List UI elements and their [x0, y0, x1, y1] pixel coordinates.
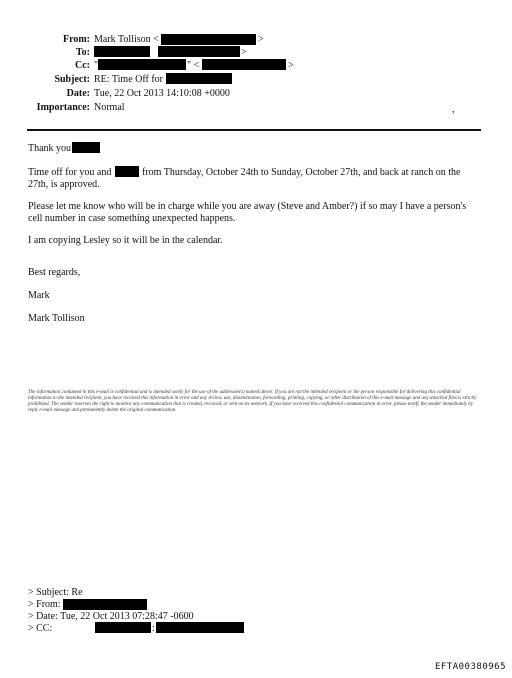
- stray-mark: ,: [452, 104, 455, 115]
- date-value: Tue, 22 Oct 2013 14:10:08 +0000: [94, 88, 230, 99]
- from-value: Mark Tollison <: [94, 34, 159, 45]
- cc-close: >: [288, 60, 294, 71]
- redaction-from-email: [161, 34, 256, 45]
- quoted-date: > Date: Tue, 22 Oct 2013 07:28:47 -0600: [28, 611, 194, 622]
- redaction-to-name: [94, 46, 150, 57]
- importance-value: Normal: [94, 102, 125, 113]
- quoted-cc: > CC:: [28, 623, 53, 634]
- cc-open-quote: ": [94, 60, 99, 71]
- quoted-cc-colon: :: [152, 623, 155, 634]
- paragraph-2: Please let me know who will be in charge while you are away (Steve and Amber?) if so may I have a person's cell number in case something unexpected happens.: [28, 201, 467, 224]
- signature-first: Mark: [28, 290, 50, 301]
- to-label: To:: [75, 47, 90, 58]
- redaction-paragraph-name: [115, 166, 139, 177]
- redaction-quoted-cc-name: [95, 622, 151, 633]
- paragraph-1-end: 27th, is approved.: [28, 179, 100, 190]
- redaction-quoted-cc-email: [156, 622, 244, 633]
- cc-label: Cc:: [75, 60, 90, 71]
- to-close: >: [241, 47, 247, 58]
- paragraph-3: I am copying Lesley so it will be in the calendar.: [28, 235, 223, 246]
- quoted-from: > From:: [28, 599, 61, 610]
- paragraph-1-middle: from Thursday, October 24th to Sunday, October 27th, and back at ranch on the: [142, 167, 461, 178]
- from-label: From:: [62, 34, 90, 45]
- signature-full: Mark Tollison: [28, 313, 85, 324]
- cc-mid: " <: [187, 60, 200, 71]
- redaction-to-email: [158, 46, 240, 57]
- redaction-greeting-name: [72, 142, 100, 153]
- redaction-subject: [166, 73, 232, 84]
- confidentiality-disclaimer: The information contained in this e-mail is confidential and is intended solely for the use of the addressee(s) named above. If you are not the intended recipient or the person responsible for delivering this confidential information to the intended recipient, you have received this information in error and any review, use, dissemination, forwarding, printing, copying, or other distribution of this e-mail message and any attached files is strictly prohibited. The sender reserves the right to monitor any communication that is created, received, or sent on its network. If you have received this confidential communication in error, please notify the sender immediately by reply e-mail message and permanently delete the original communication.: [28, 390, 477, 413]
- redaction-quoted-from: [63, 599, 147, 610]
- date-label: Date:: [66, 88, 90, 99]
- greeting: Thank you: [28, 143, 72, 154]
- header-divider: [27, 129, 481, 131]
- subject-label: Subject:: [54, 74, 90, 85]
- paragraph-1-start: Time off for you and: [28, 167, 112, 178]
- importance-label: Importance:: [36, 102, 90, 113]
- quoted-subject: > Subject: Re: [28, 587, 83, 598]
- document-id: EFTA00380965: [434, 662, 506, 672]
- closing: Best regards,: [28, 267, 81, 278]
- redaction-cc-name: [98, 59, 186, 70]
- redaction-cc-email: [202, 59, 286, 70]
- subject-value: RE: Time Off for: [94, 74, 163, 85]
- from-close: >: [258, 34, 264, 45]
